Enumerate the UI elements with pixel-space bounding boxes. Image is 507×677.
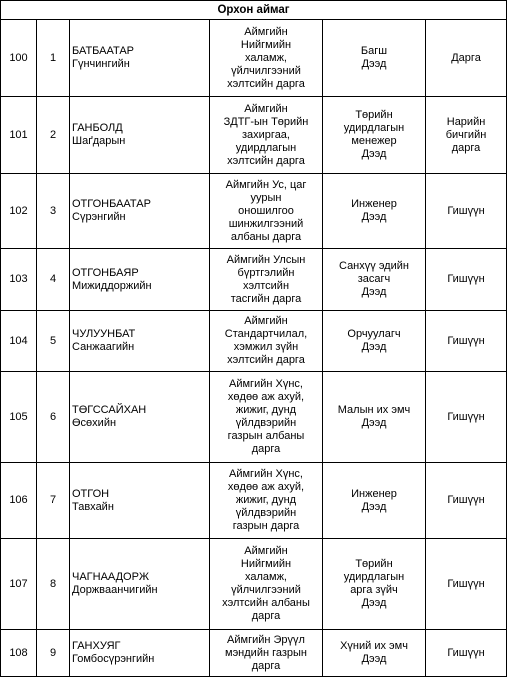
list-number-cell: 102	[1, 174, 37, 249]
cell-line: уурын	[250, 191, 282, 204]
cell-line: мэндийн газрын	[225, 646, 307, 659]
cell-line: Аймгийн Ус, цаг	[225, 178, 307, 191]
cell-line: дарга	[251, 443, 281, 455]
cell-line: хөдөө аж ахуй,	[227, 481, 305, 493]
cell-line: ТӨГССАЙХАН	[72, 404, 147, 416]
position-cell	[210, 20, 323, 97]
cell-line: Нийгмийн	[240, 38, 292, 51]
cell-line: менежер	[351, 135, 397, 147]
cell-line: шинжилгээний	[228, 217, 304, 230]
cell-line: Гишүүн	[447, 334, 485, 347]
cell-line: хэлтсийн албаны	[222, 597, 310, 609]
cell-line: Хүний их эмч	[340, 640, 408, 652]
cell-line: Гишүүн	[447, 577, 485, 590]
list-number-cell: 101	[1, 97, 37, 174]
cell-line: Дээд	[361, 58, 387, 70]
cell-line: Дээд	[361, 211, 387, 223]
role-cell	[426, 97, 507, 174]
cell-line: удирдлагын	[235, 141, 297, 154]
position-cell	[210, 97, 323, 174]
cell-line: халамж,	[244, 51, 287, 64]
cell-line: хэмжил зүйн	[233, 341, 299, 353]
profession-cell	[323, 20, 426, 97]
cell-line: тасгийн дарга	[230, 292, 302, 305]
cell-line: Шаґдарын	[72, 135, 126, 147]
cell-line: Санхүү эдийн	[339, 260, 409, 272]
profession-cell	[323, 311, 426, 372]
cell-line: халамж,	[244, 571, 287, 583]
position-cell	[210, 174, 323, 249]
cell-line: ЗДТГ-ын Төрийн	[223, 115, 309, 128]
cell-line: Санжаагийн	[72, 341, 135, 353]
table-row	[1, 174, 507, 249]
cell-line: Тавхайн	[72, 500, 114, 513]
table-row	[1, 249, 507, 311]
cell-line: ГАНХУЯГ	[72, 640, 121, 652]
cell-line: ЧАГНААДОРЖ	[72, 571, 149, 583]
cell-line: Дарга	[451, 51, 481, 64]
cell-line: Гишүүн	[447, 494, 485, 506]
list-number-cell: 106	[1, 463, 37, 539]
table-row	[1, 20, 507, 97]
list-number-cell: 105	[1, 372, 37, 463]
cell-line: Аймгийн Улсын	[226, 253, 306, 266]
position-cell	[210, 311, 323, 372]
cell-line: газрын дарга	[232, 520, 300, 532]
cell-line: Гишүүн	[447, 410, 485, 423]
cell-line: Орчуулагч	[347, 328, 401, 340]
role-cell	[426, 630, 507, 677]
cell-line: Өсөхийн	[72, 417, 117, 429]
cell-line: Дээд	[361, 500, 387, 513]
profession-cell	[323, 463, 426, 539]
cell-line: Аймгийн Эрүүл	[227, 633, 305, 646]
cell-line: Гишүүн	[447, 273, 485, 285]
cell-line: бүртгэлийн	[237, 266, 295, 279]
cell-line: хэлтсийн дарга	[227, 354, 305, 366]
name-cell	[70, 539, 210, 630]
cell-line: албаны дарга	[230, 230, 302, 243]
cell-line: үйлдвэрийн	[235, 507, 297, 519]
table-row	[1, 372, 507, 463]
profession-cell	[323, 630, 426, 677]
cell-line: БАТБААТАР	[72, 45, 134, 57]
profession-cell	[323, 249, 426, 311]
role-cell	[426, 174, 507, 249]
index-cell: 5	[37, 311, 70, 372]
sheet-title: Орхон аймаг	[1, 1, 507, 20]
profession-cell	[323, 539, 426, 630]
list-number-cell: 100	[1, 20, 37, 97]
table-body	[1, 20, 507, 677]
index-cell: 9	[37, 630, 70, 677]
cell-line: үйлдвэрийн	[235, 417, 297, 429]
name-cell	[70, 372, 210, 463]
cell-line: жижиг, дунд	[235, 494, 297, 506]
profession-cell	[323, 174, 426, 249]
cell-line: үйлчилгээний	[231, 64, 301, 77]
cell-line: засагч	[357, 273, 391, 285]
position-cell	[210, 463, 323, 539]
cell-line: Дээд	[361, 286, 387, 298]
cell-line: үйлчилгээний	[231, 584, 301, 596]
list-number-cell: 107	[1, 539, 37, 630]
position-cell	[210, 249, 323, 311]
name-cell	[70, 174, 210, 249]
cell-line: Аймгийн Хүнс,	[229, 378, 303, 390]
cell-line: Аймгийн	[244, 25, 288, 38]
name-cell	[70, 463, 210, 539]
cell-line: Нийгмийн	[240, 558, 292, 570]
name-cell	[70, 311, 210, 372]
cell-line: Аймгийн	[244, 545, 288, 557]
cell-line: оношилгоо	[238, 204, 294, 217]
cell-line: захиргаа,	[242, 128, 290, 141]
name-cell	[70, 20, 210, 97]
cell-line: Сүрэнгийн	[72, 211, 126, 223]
cell-line: дарга	[251, 610, 281, 622]
cell-line: Төрийн	[355, 558, 393, 570]
cell-line: Дээд	[361, 417, 387, 429]
role-cell	[426, 249, 507, 311]
cell-line: Дээд	[361, 148, 387, 160]
role-cell	[426, 20, 507, 97]
cell-line: удирдлагын	[343, 122, 405, 134]
cell-line: ОТГОН	[72, 487, 110, 500]
position-cell	[210, 630, 323, 677]
index-cell: 7	[37, 463, 70, 539]
cell-line: Гүнчингийн	[72, 58, 130, 70]
cell-line: Аймгийн	[244, 102, 288, 115]
cell-line: бичгийн	[445, 128, 487, 141]
cell-line: ОТГОНБАЯР	[72, 266, 139, 279]
position-cell	[210, 539, 323, 630]
cell-line: Инженер	[351, 487, 397, 500]
table-row	[1, 539, 507, 630]
name-cell	[70, 97, 210, 174]
cell-line: дарга	[251, 659, 281, 672]
cell-line: дарга	[451, 141, 481, 154]
cell-line: Инженер	[351, 198, 397, 210]
cell-line: Мижиддоржийн	[72, 279, 152, 292]
cell-line: Дээд	[361, 341, 387, 353]
cell-line: жижиг, дунд	[235, 404, 297, 416]
role-cell	[426, 463, 507, 539]
cell-line: хөдөө аж ахуй,	[227, 391, 305, 403]
role-cell	[426, 311, 507, 372]
cell-line: Доржвaанчигийн	[72, 584, 158, 596]
cell-line: ГАНБОЛД	[72, 122, 123, 134]
index-cell: 8	[37, 539, 70, 630]
profession-cell	[323, 372, 426, 463]
list-number-cell: 104	[1, 311, 37, 372]
cell-line: ЧУЛУУНБАТ	[72, 328, 136, 340]
index-cell: 3	[37, 174, 70, 249]
cell-line: Стандартчилал,	[224, 328, 308, 340]
list-number-cell: 108	[1, 630, 37, 677]
cell-line: Дээд	[361, 597, 387, 609]
cell-line: ОТГОНБААТАР	[72, 198, 151, 210]
name-cell	[70, 630, 210, 677]
index-cell: 2	[37, 97, 70, 174]
cell-line: хэлтсийн	[242, 279, 290, 292]
cell-line: Гишүүн	[447, 204, 485, 217]
list-number-cell: 103	[1, 249, 37, 311]
cell-line: Дээд	[361, 653, 387, 665]
title-row	[1, 1, 507, 20]
index-cell: 6	[37, 372, 70, 463]
cell-line: Төрийн	[355, 109, 393, 121]
cell-line: хэлтсийн дарга	[227, 77, 305, 90]
index-cell: 4	[37, 249, 70, 311]
cell-line: арга зүйч	[350, 584, 398, 596]
cell-line: Гомбосүрэнгийн	[72, 653, 155, 665]
cell-line: Малын их эмч	[337, 404, 411, 416]
table-row	[1, 97, 507, 174]
cell-line: газрын албаны	[227, 430, 305, 442]
position-cell	[210, 372, 323, 463]
name-cell	[70, 249, 210, 311]
cell-line: Гишүүн	[447, 646, 485, 659]
profession-cell	[323, 97, 426, 174]
table-row	[1, 463, 507, 539]
role-cell	[426, 539, 507, 630]
table-row	[1, 630, 507, 677]
cell-line: хэлтсийн дарга	[227, 154, 305, 167]
cell-line: удирдлагын	[343, 571, 405, 583]
cell-line: Аймгийн	[244, 315, 288, 327]
index-cell: 1	[37, 20, 70, 97]
table-row	[1, 311, 507, 372]
cell-line: Нарийн	[446, 115, 486, 128]
cell-line: Багш	[360, 45, 388, 57]
role-cell	[426, 372, 507, 463]
cell-line: Аймгийн Хүнс,	[229, 468, 303, 480]
